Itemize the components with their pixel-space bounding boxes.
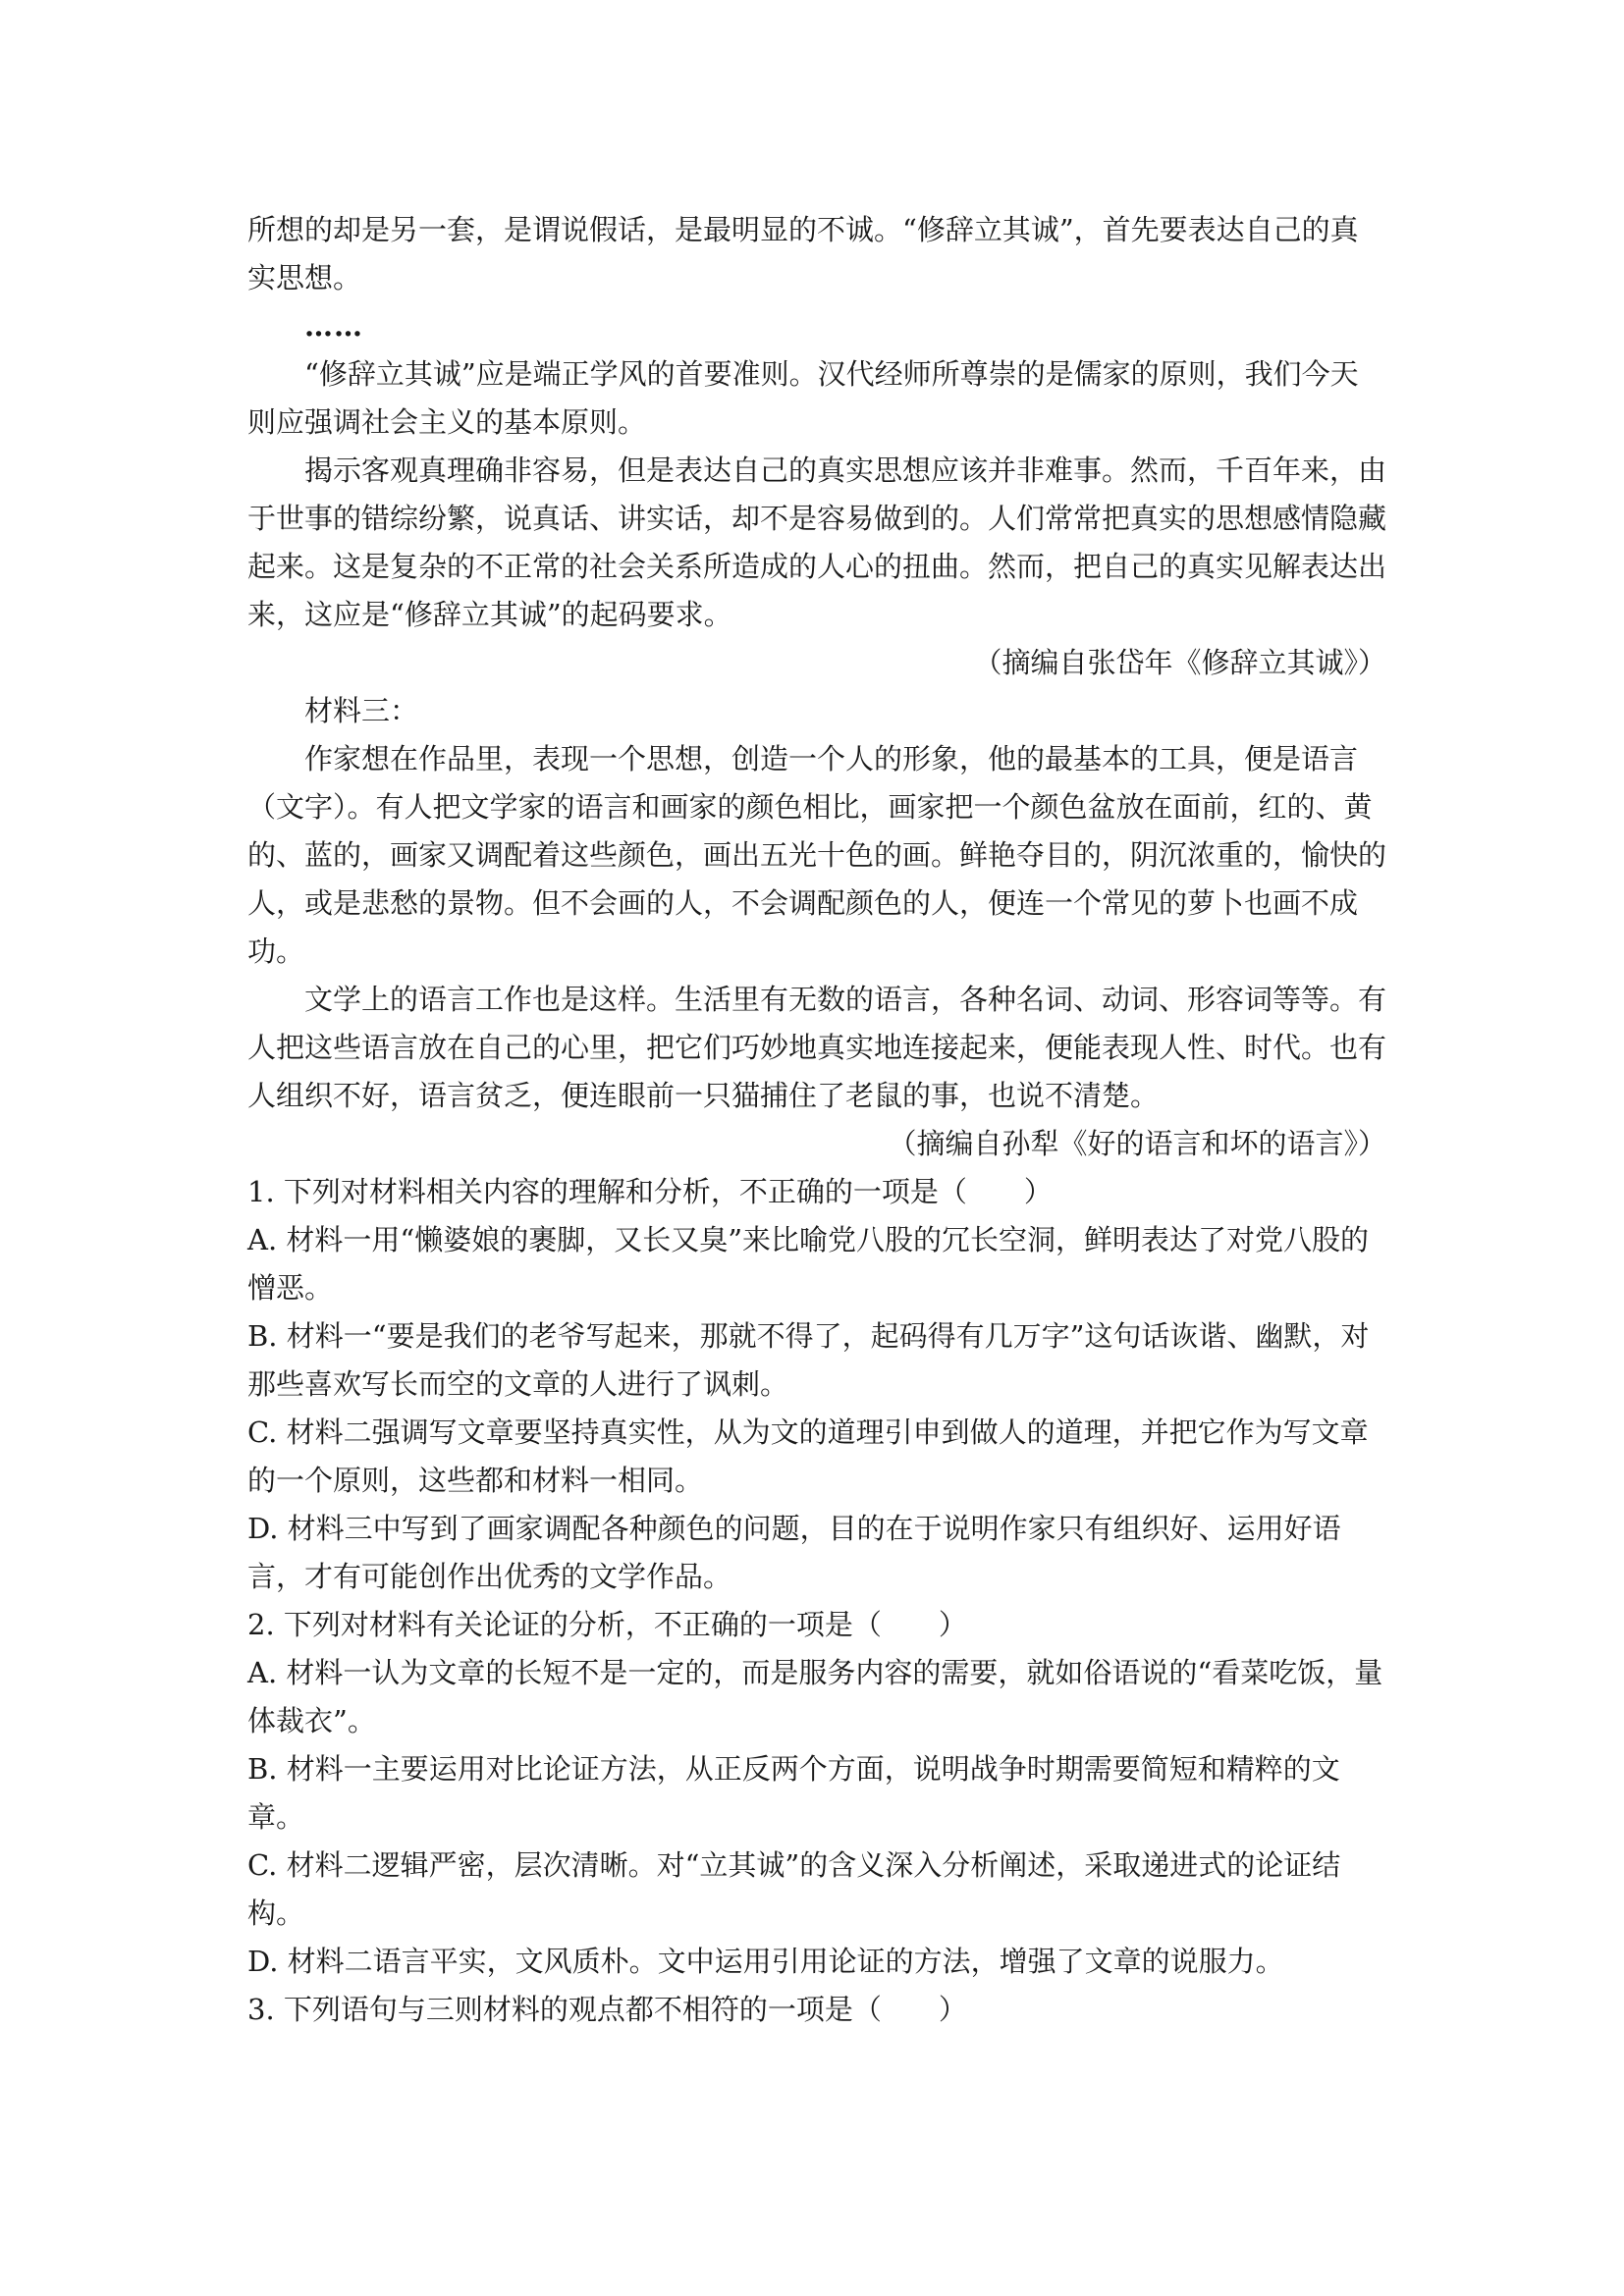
question-1-option-a: A. 材料一用“懒婆娘的裹脚，又长又臭”来比喻党八股的冗长空洞，鲜明表达了对党八股的憎恶。 xyxy=(247,1223,1370,1305)
material3-paragraph-2: 文学上的语言工作也是这样。生活里有无数的语言，各种名词、动词、形容词等等。有人把这些语言放在自己的心里，把它们巧妙地真实地连接起来，便能表现人性、时代。也有人组织不好，语言贫乏，便连眼前一只猫捕住了老鼠的事，也说不清楚。 xyxy=(247,983,1387,1112)
material2-paragraph-1: “修辞立其诚”应是端正学风的首要准则。汉代经师所尊崇的是儒家的原则，我们今天则应强调社会主义的基本原则。 xyxy=(247,357,1359,439)
question-1-stem: 1. 下列对材料相关内容的理解和分析，不正确的一项是（ ） xyxy=(247,1175,1053,1208)
question-2-option-d: D. 材料二语言平实，文风质朴。文中运用引用论证的方法，增强了文章的说服力。 xyxy=(247,1945,1284,1978)
material2-continued-paragraph: 所想的却是另一套，是谓说假话，是最明显的不诚。“修辞立其诚”，首先要表达自己的真实思想。 xyxy=(247,213,1359,294)
question-3-stem: 3. 下列语句与三则材料的观点都不相符的一项是（ ） xyxy=(247,1993,967,2026)
material3-paragraph-1: 作家想在作品里，表现一个思想，创造一个人的形象，他的最基本的工具，便是语言（文字）。有人把文学家的语言和画家的颜色相比，画家把一个颜色盆放在面前，红的、黄的、蓝的，画家又调配着这些颜色，画出五光十色的画。鲜艳夺目的，阴沉浓重的，愉快的人，或是悲愁的景物。但不会画的人，不会调配颜色的人，便连一个常见的萝卜也画不成功。 xyxy=(247,742,1387,968)
question-2-stem: 2. 下列对材料有关论证的分析，不正确的一项是（ ） xyxy=(247,1608,967,1641)
document-body xyxy=(247,206,1386,2034)
material3-source: （摘编自孙犁《好的语言和坏的语言》） xyxy=(888,1127,1386,1160)
question-1-option-c: C. 材料二强调写文章要坚持真实性，从为文的道理引申到做人的道理，并把它作为写文章的一个原则，这些都和材料一相同。 xyxy=(247,1415,1369,1497)
question-2-option-c: C. 材料二逻辑严密，层次清晰。对“立其诚”的含义深入分析阐述，采取递进式的论证结构。 xyxy=(247,1848,1341,1930)
ellipsis: …… xyxy=(304,309,363,343)
material2-source: （摘编自张岱年《修辞立其诚》） xyxy=(973,646,1386,679)
material2-paragraph-2: 揭示客观真理确非容易，但是表达自己的真实思想应该并非难事。然而，千百年来，由于世事的错综纷繁，说真话、讲实话，却不是容易做到的。人们常常把真实的思想感情隐藏起来。这是复杂的不正常的社会关系所造成的人心的扭曲。然而，把自己的真实见解表达出来，这应是“修辞立其诚”的起码要求。 xyxy=(247,454,1387,631)
question-1-option-d: D. 材料三中写到了画家调配各种颜色的问题，目的在于说明作家只有组织好、运用好语言，才有可能创作出优秀的文学作品。 xyxy=(247,1512,1341,1593)
question-1-option-b: B. 材料一“要是我们的老爷写起来，那就不得了，起码得有几万字”这句话诙谐、幽默，对那些喜欢写长而空的文章的人进行了讽刺。 xyxy=(247,1319,1370,1401)
question-2-option-a: A. 材料一认为文章的长短不是一定的，而是服务内容的需要，就如俗语说的“看菜吃饭，量体裁衣”。 xyxy=(247,1656,1383,1737)
question-2-option-b: B. 材料一主要运用对比论证方法，从正反两个方面，说明战争时期需要简短和精粹的文章。 xyxy=(247,1752,1340,1834)
material3-heading: 材料三： xyxy=(304,694,419,727)
